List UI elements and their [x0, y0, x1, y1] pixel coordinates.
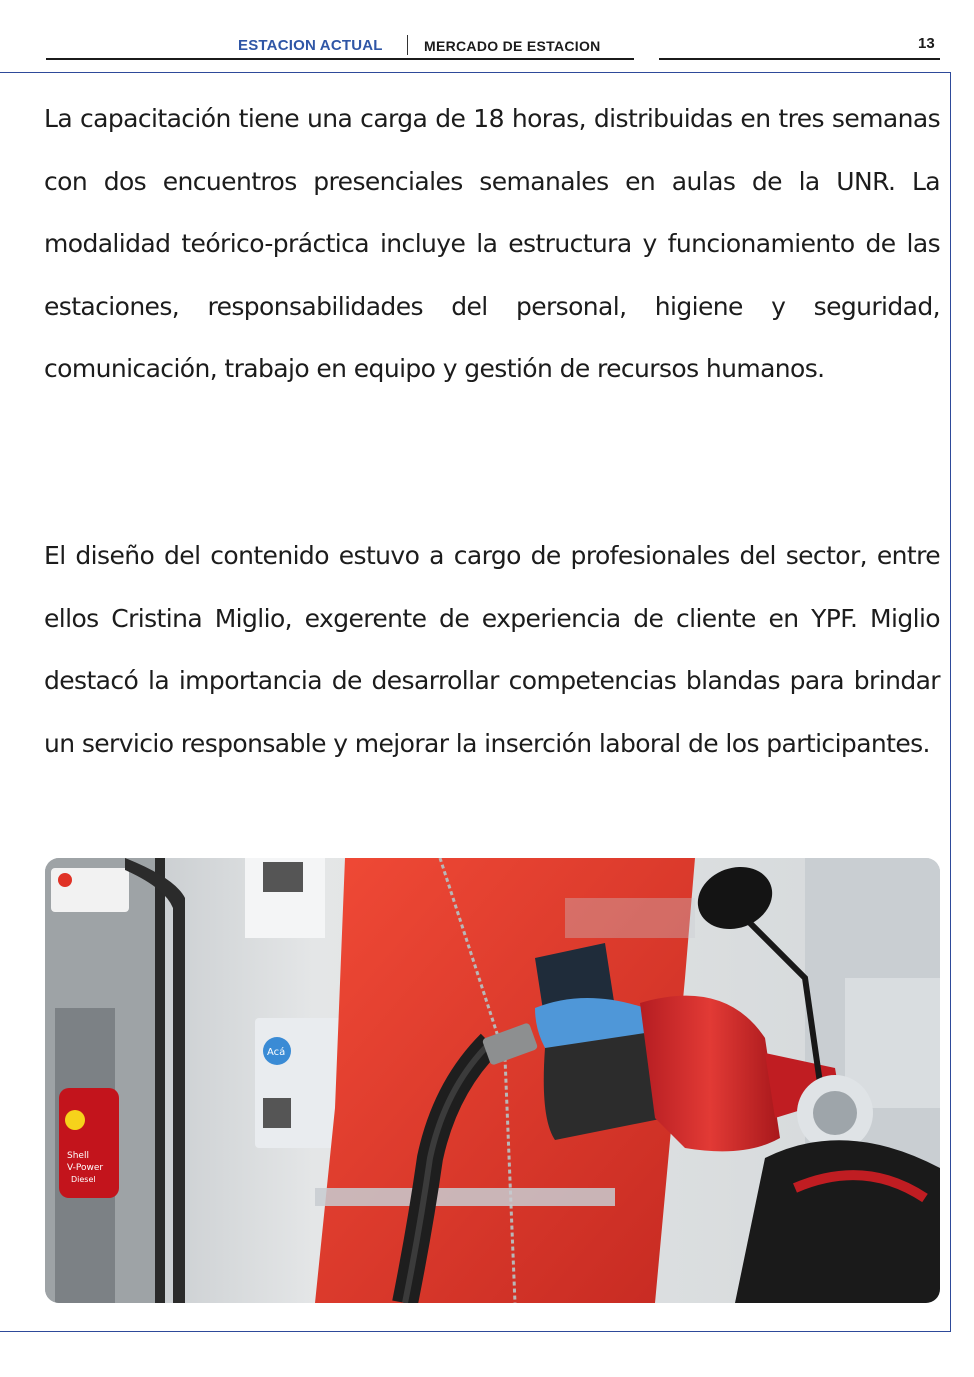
pump-brand-label: Shell [67, 1151, 89, 1161]
poster-badge-label: Acá [267, 1047, 286, 1058]
header-subsection-title: MERCADO DE ESTACION [424, 38, 601, 54]
page-number: 13 [918, 35, 935, 52]
header-rule [46, 58, 634, 60]
header-separator [407, 35, 408, 55]
article-paragraph-1: La capacitación tiene una carga de 18 horas, distribuidas en tres semanas con dos encuentros presenciales semanales en aulas de la UNR. La modalidad teórico-práctica incluye la estructura y funcionamiento de las estaciones, responsabilidades del personal, higiene y seguridad, comunicación, trabajo en equipo y gestión de recursos humanos. [44, 104, 940, 383]
pump-product-label: V-Power [67, 1163, 104, 1173]
header-section-title: ESTACION ACTUAL [238, 37, 383, 54]
fuel-pump-photo [45, 858, 940, 1303]
article-paragraph-2: El diseño del contenido estuvo a cargo de profesionales del sector, entre ellos Cristina Miglio, exgerente de experiencia de cliente en YPF. Miglio destacó la importancia de desarrollar competencias blandas para brindar un servicio responsable y mejorar la inserción laboral de los participantes. [44, 541, 940, 758]
pump-fuel-label: Diesel [71, 1175, 96, 1184]
header-rule-right [659, 58, 940, 60]
